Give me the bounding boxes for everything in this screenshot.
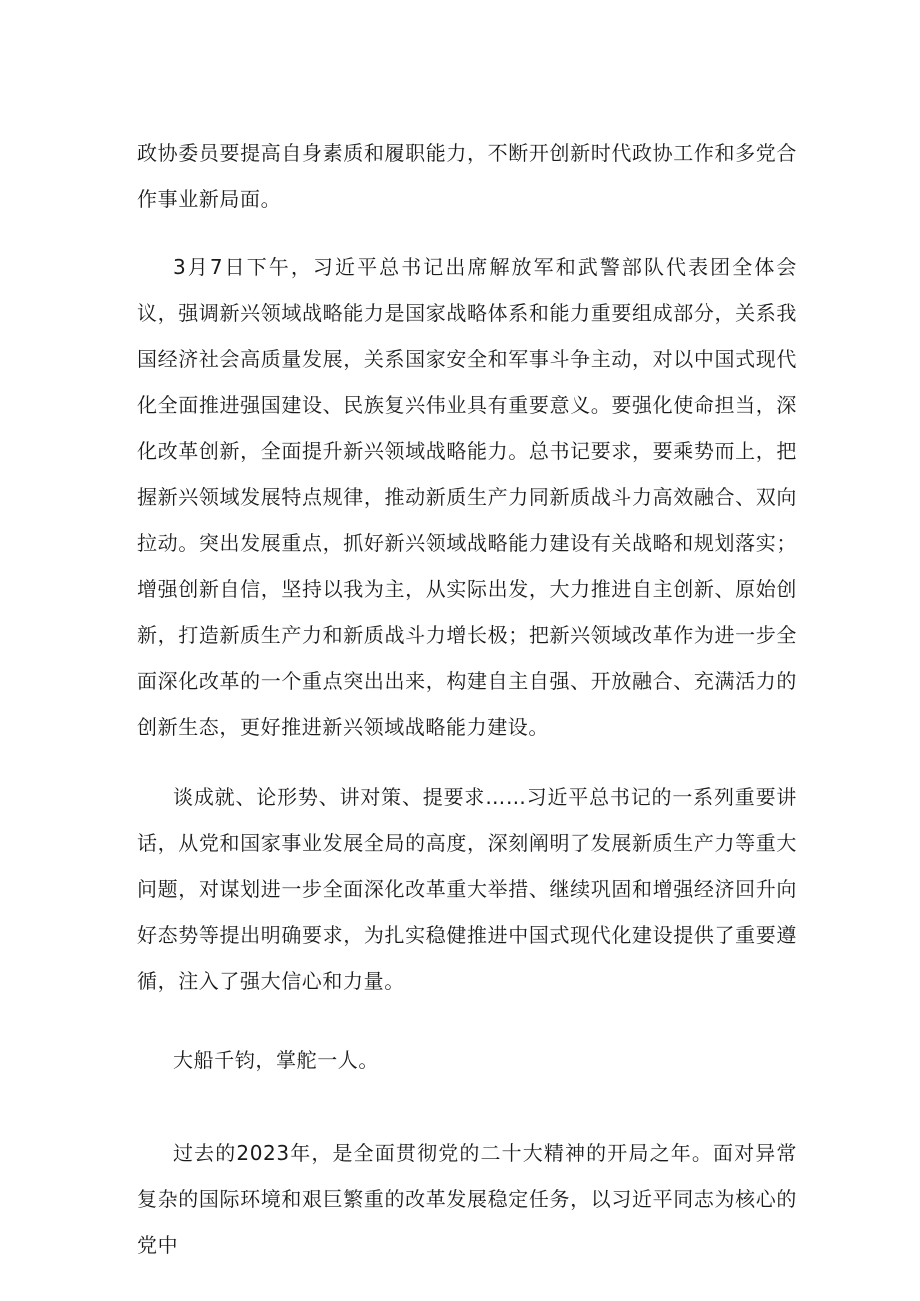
paragraph-continuation: 政协委员要提高自身素质和履职能力，不断开创新时代政协工作和多党合作事业新局面。 xyxy=(137,141,797,211)
paragraph-military-delegation: 3月7日下午，习近平总书记出席解放军和武警部队代表团全体会议，强调新兴领域战略能力是国家战略体系和能力重要组成部分，关系我国经济社会高质量发展，关系国家安全和军事斗争主动，对以中国式现代化全面推进强国建设、民族复兴伟业具有重要意义。要强化使命担当，深化改革创新，全面提升新兴领域战略能力。总书记要求，要乘势而上，把握新兴领域发展特点规律，推动新质生产力同新质战斗力高效融合、双向拉动。突出发展重点，抓好新兴领域战略能力建设有关战略和规划落实；增强创新自信，坚持以我为主，从实际出发，大力推进自主创新、原始创新，打造新质生产力和新质战斗力增长极；把新兴领域改革作为进一步全面深化改革的一个重点突出出来，构建自主自强、开放融合、充满活力的创新生态，更好推进新兴领域战略能力建设。 xyxy=(137,255,797,739)
paragraph-helmsman: 大船千钧，掌舵一人。 xyxy=(173,1048,379,1072)
paragraph-year-2023: 过去的2023年，是全面贯彻党的二十大精神的开局之年。面对异常复杂的国际环境和艰巨繁重的改革发展稳定任务，以习近平同志为核心的党中 xyxy=(137,1141,797,1257)
paragraph-speeches-summary: 谈成就、论形势、讲对策、提要求……习近平总书记的一系列重要讲话，从党和国家事业发展全局的高度，深刻阐明了发展新质生产力等重大问题，对谋划进一步全面深化改革重大举措、继续巩固和增强经济回升向好态势等提出明确要求，为扎实稳健推进中国式现代化建设提供了重要遵循，注入了强大信心和力量。 xyxy=(137,785,797,993)
